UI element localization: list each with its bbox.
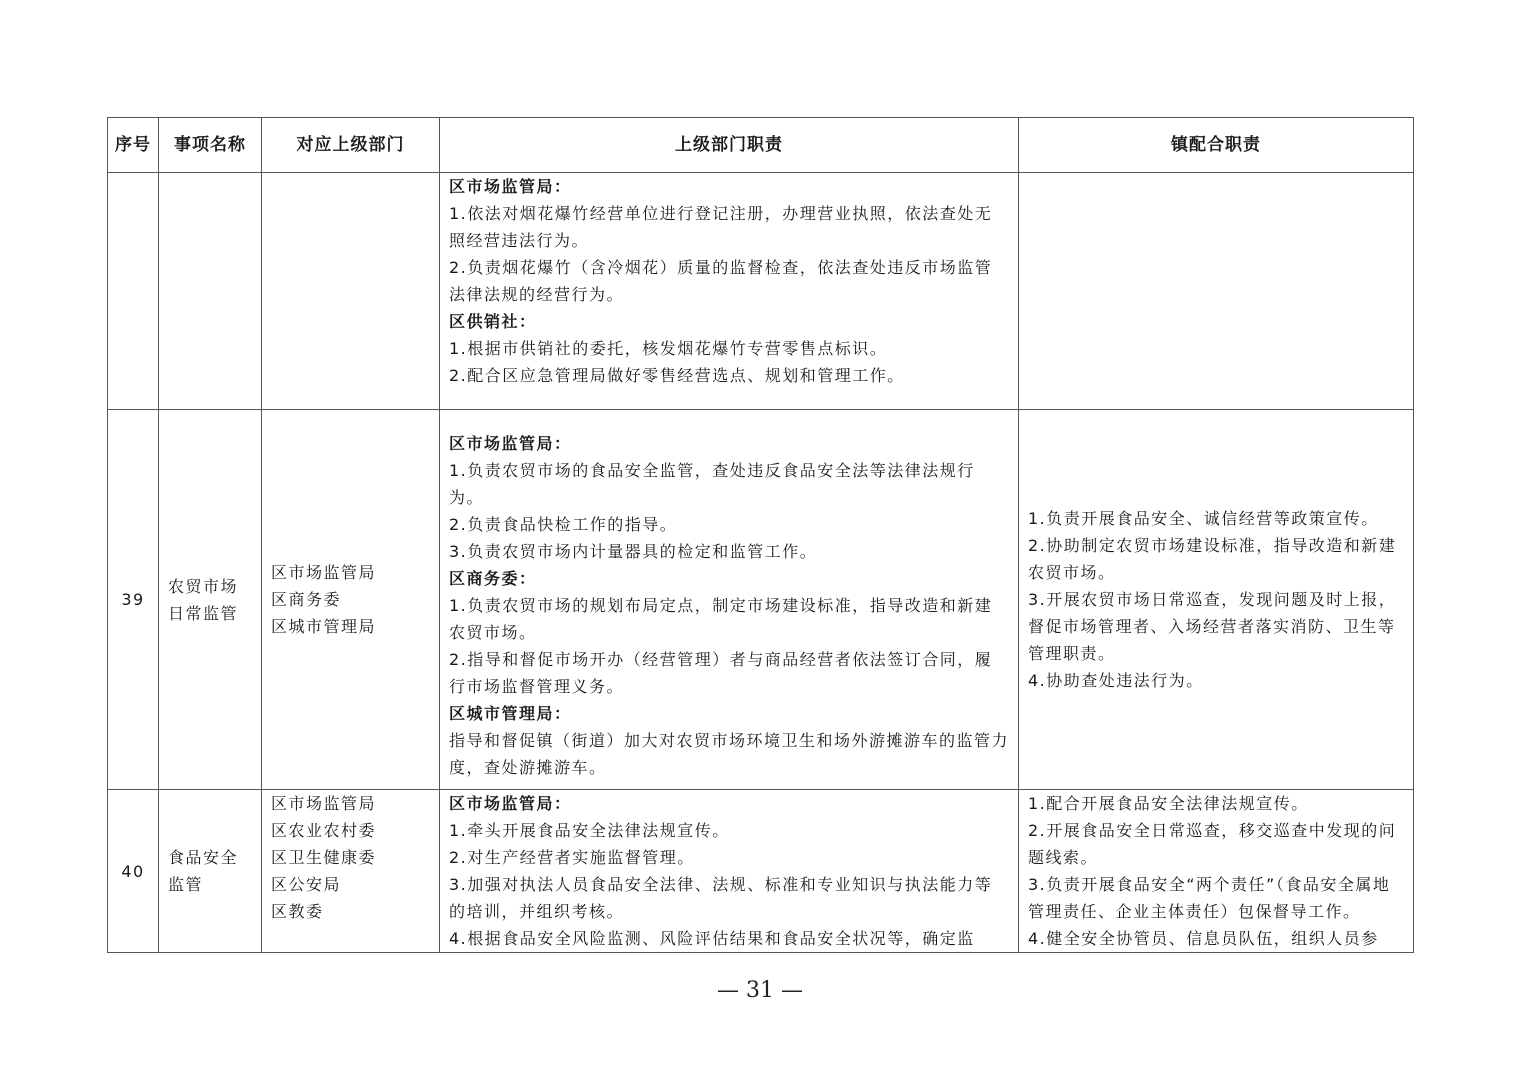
department-name: 区卫生健康委 — [271, 848, 377, 867]
department-cell — [262, 173, 440, 410]
duty-department-heading: 区供销社： — [449, 312, 537, 331]
table-row — [108, 410, 1414, 790]
header-serial-number: 序号 — [108, 118, 159, 173]
header-town-duties: 镇配合职责 — [1019, 118, 1414, 173]
department-name: 区农业农村委 — [271, 821, 377, 840]
table-row — [108, 790, 1414, 953]
town-duty-line: 4.协助查处违法行为。 — [1028, 671, 1204, 690]
department-name: 区教委 — [271, 902, 324, 921]
town-duty-line: 2.协助制定农贸市场建设标准，指导改造和新建农贸市场。 — [1028, 536, 1397, 582]
town-duty-line: 1.配合开展食品安全法律法规宣传。 — [1028, 794, 1309, 813]
duty-line: 2.指导和督促市场开办（经营管理）者与商品经营者依法签订合同，履行市场监督管理义务。 — [449, 650, 993, 696]
header-superior-department: 对应上级部门 — [262, 118, 440, 173]
page-number: — 31 — — [717, 978, 803, 1003]
item-name-cell: 农贸市场日常监管 — [159, 410, 262, 790]
duty-line: 2.负责烟花爆竹（含冷烟花）质量的监督检查，依法查处违反市场监管法律法规的经营行为。 — [449, 258, 993, 304]
duty-line: 1.负责农贸市场的食品安全监管，查处违反食品安全法等法律法规行为。 — [449, 461, 975, 507]
department-cell — [262, 790, 440, 953]
serial-number-cell — [108, 173, 159, 410]
serial-number-cell: 39 — [108, 410, 159, 790]
department-name: 区市场监管局 — [271, 794, 377, 813]
duty-cell — [440, 173, 1019, 410]
town-duty-line: 3.开展农贸市场日常巡查，发现问题及时上报，督促市场管理者、入场经营者落实消防、卫生等管理职责。 — [1028, 590, 1397, 663]
duty-line: 2.负责食品快检工作的指导。 — [449, 515, 678, 534]
item-name-cell: 食品安全监管 — [159, 790, 262, 953]
department-name: 区商务委 — [271, 590, 342, 609]
header-item-name: 事项名称 — [159, 118, 262, 173]
duty-line: 1.根据市供销社的委托，核发烟花爆竹专营零售点标识。 — [449, 339, 888, 358]
serial-number-cell: 40 — [108, 790, 159, 953]
town-duty-cell — [1019, 410, 1414, 790]
duty-department-heading: 区市场监管局： — [449, 177, 572, 196]
town-duty-line: 2.开展食品安全日常巡查，移交巡查中发现的问题线索。 — [1028, 821, 1397, 867]
duty-department-heading: 区市场监管局： — [449, 434, 572, 453]
duty-cell — [440, 790, 1019, 953]
duty-line: 1.依法对烟花爆竹经营单位进行登记注册，办理营业执照，依法查处无照经营违法行为。 — [449, 204, 993, 250]
department-name: 区市场监管局 — [271, 563, 377, 582]
item-name-cell — [159, 173, 262, 410]
town-duty-cell — [1019, 790, 1414, 953]
table-header-row — [108, 118, 1414, 173]
department-name: 区公安局 — [271, 875, 342, 894]
duty-line: 2.对生产经营者实施监督管理。 — [449, 848, 695, 867]
duty-department-heading: 区商务委： — [449, 569, 537, 588]
department-name: 区城市管理局 — [271, 617, 377, 636]
duty-table — [107, 117, 1414, 953]
town-duty-line: 4.健全安全协管员、信息员队伍，组织人员参 — [1028, 929, 1379, 948]
duty-department-heading: 区城市管理局： — [449, 704, 572, 723]
duty-line: 4.根据食品安全风险监测、风险评估结果和食品安全状况等，确定监 — [449, 929, 975, 948]
table-row — [108, 173, 1414, 410]
duty-line: 1.负责农贸市场的规划布局定点，制定市场建设标准，指导改造和新建农贸市场。 — [449, 596, 993, 642]
duty-line: 3.负责农贸市场内计量器具的检定和监管工作。 — [449, 542, 818, 561]
town-duty-cell — [1019, 173, 1414, 410]
header-superior-duties: 上级部门职责 — [440, 118, 1019, 173]
duty-department-heading: 区市场监管局： — [449, 794, 572, 813]
duty-line: 1.牵头开展食品安全法律法规宣传。 — [449, 821, 730, 840]
town-duty-line: 3.负责开展食品安全“两个责任”（食品安全属地管理责任、企业主体责任）包保督导工作。 — [1028, 875, 1391, 921]
duty-line: 2.配合区应急管理局做好零售经营选点、规划和管理工作。 — [449, 366, 905, 385]
duty-cell — [440, 410, 1019, 790]
duty-line: 指导和督促镇（街道）加大对农贸市场环境卫生和场外游摊游车的监管力度，查处游摊游车。 — [449, 731, 1010, 777]
department-cell — [262, 410, 440, 790]
duty-line: 3.加强对执法人员食品安全法律、法规、标准和专业知识与执法能力等的培训，并组织考核。 — [449, 875, 993, 921]
town-duty-line: 1.负责开展食品安全、诚信经营等政策宣传。 — [1028, 509, 1379, 528]
